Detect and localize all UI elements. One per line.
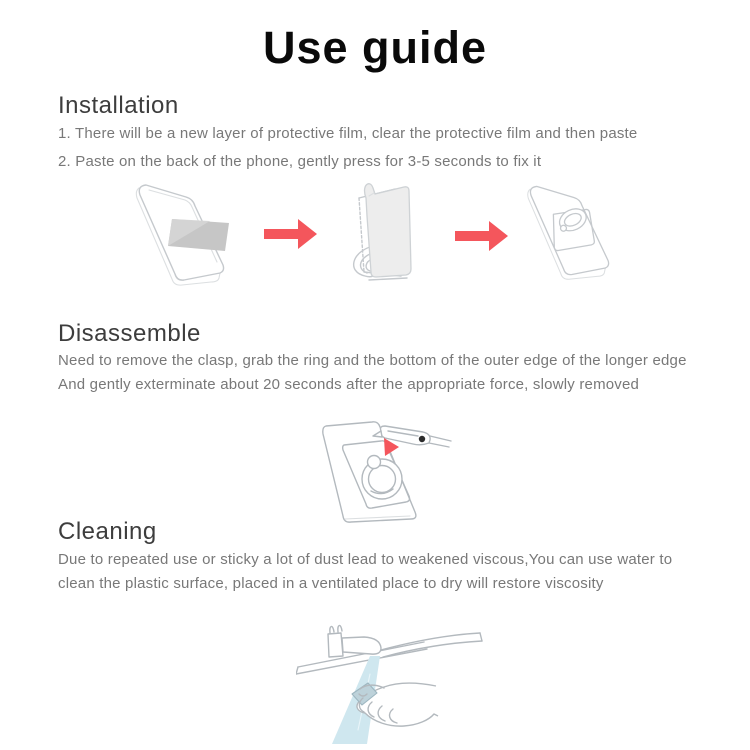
protective-film-sheet — [168, 219, 229, 251]
installation-step-2: 2. Paste on the back of the phone, gently press for 3-5 seconds to fix it — [58, 153, 542, 170]
red-arrow-right-icon — [455, 220, 509, 252]
rinse-under-faucet-icon — [296, 622, 486, 744]
ring — [362, 456, 402, 500]
installation-heading: Installation — [58, 92, 179, 119]
red-arrow-right-icon — [264, 218, 318, 250]
knife-pry-ring-holder-icon — [318, 418, 458, 526]
disassemble-line-2: And gently exterminate about 20 seconds after the appropriate force, slowly removed — [58, 376, 640, 393]
disassemble-line-1: Need to remove the clasp, grab the ring and the bottom of the outer edge of the longer edge — [58, 352, 687, 369]
ring-holder-peel-film-icon — [345, 175, 445, 287]
phone-with-ring-icon — [520, 174, 622, 286]
phone-with-film-icon — [128, 172, 238, 292]
page-title: Use guide — [262, 22, 488, 73]
disassemble-heading: Disassemble — [58, 320, 201, 347]
cleaning-line-1: Due to repeated use or sticky a lot of dust lead to weakened viscous,You can use water to — [58, 551, 673, 568]
installation-step-1: 1. There will be a new layer of protective film, clear the protective film and then paste — [58, 125, 638, 142]
cleaning-line-2: clean the plastic surface, placed in a ventilated place to dry will restore viscosity — [58, 575, 604, 592]
cleaning-heading: Cleaning — [58, 518, 157, 545]
peeling-film — [365, 184, 411, 277]
